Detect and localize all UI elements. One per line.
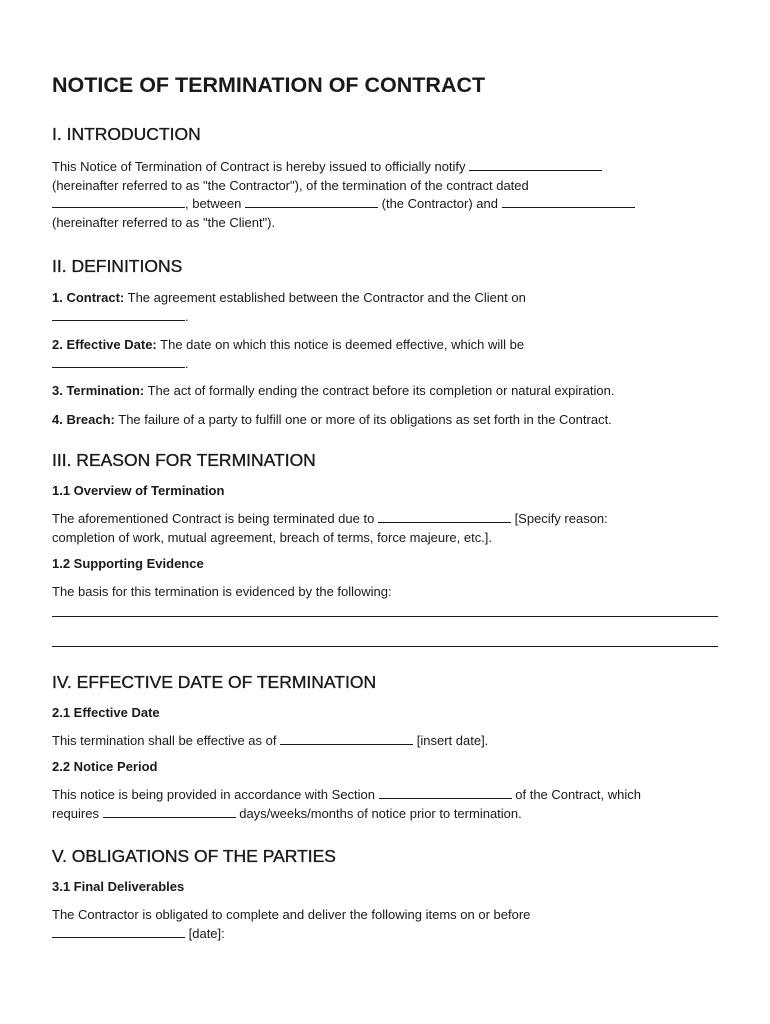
deliverables-paragraph [52, 906, 718, 943]
effective-text-1: This termination shall be effective as of [52, 732, 277, 748]
subsection-deliverables-heading: 3.1 Final Deliverables [52, 879, 185, 894]
reason-text-3: completion of work, mutual agreement, breach of terms, force majeure, etc.]. [52, 529, 493, 545]
reason-paragraph [52, 510, 718, 547]
intro-text-3: , between [185, 196, 242, 211]
section-definitions-heading: II. DEFINITIONS [52, 256, 183, 276]
notice-period-paragraph [52, 786, 718, 823]
notice-text-1: This notice is being provided in accordance with Section [52, 787, 376, 802]
notice-text-2: of the Contract, which [515, 787, 641, 802]
deliverables-text-2: [date]: [188, 925, 225, 941]
evidence-line-1[interactable] [52, 616, 718, 617]
definition-text: The agreement established between the Contractor and the Client on [127, 290, 526, 305]
definition-item-termination [52, 382, 718, 401]
subsection-effective-date-heading: 2.1 Effective Date [52, 704, 160, 720]
termination-date-blank[interactable] [280, 733, 413, 745]
definition-text: The act of formally ending the contract before its completion or natural expiration. [147, 383, 615, 398]
notice-duration-blank[interactable] [103, 806, 236, 818]
definition-item-breach [52, 411, 718, 430]
definition-term: 2. Effective Date: [52, 337, 157, 352]
section-obligations-heading: V. OBLIGATIONS OF THE PARTIES [52, 846, 336, 866]
contractor-party-blank[interactable] [245, 196, 378, 208]
notice-text-4: days/weeks/months of notice prior to termination. [239, 805, 522, 821]
intro-text-1: This Notice of Termination of Contract is hereby issued to officially notify [52, 159, 466, 174]
intro-text-2: (hereinafter referred to as "the Contractor"), of the termination of the contract dated [52, 177, 529, 193]
definition-text: The date on which this notice is deemed effective, which will be [160, 337, 525, 352]
evidence-text: The basis for this termination is evidenced by the following: [52, 584, 392, 599]
section-introduction-heading: I. INTRODUCTION [52, 124, 201, 144]
subsection-notice-period-heading: 2.2 Notice Period [52, 759, 158, 774]
intro-text-4: (the Contractor) and [381, 196, 498, 211]
definition-item-effective-date [52, 336, 718, 373]
deliverables-text-1: The Contractor is obligated to complete and deliver the following items on or before [52, 907, 531, 922]
period: . [185, 308, 189, 324]
definition-term: 1. Contract: [52, 290, 125, 305]
definition-term: 3. Termination: [52, 383, 145, 398]
intro-text-5: (hereinafter referred to as "the Client"). [52, 214, 276, 230]
contract-date-blank[interactable] [52, 196, 185, 208]
section-number-blank[interactable] [379, 787, 512, 799]
deliverables-date-blank[interactable] [52, 926, 185, 938]
subsection-evidence-heading: 1.2 Supporting Evidence [52, 556, 204, 571]
evidence-line-2[interactable] [52, 646, 718, 647]
section-reason-heading: III. REASON FOR TERMINATION [52, 450, 316, 470]
termination-reason-blank[interactable] [378, 511, 511, 523]
document-title: NOTICE OF TERMINATION OF CONTRACT [52, 73, 486, 97]
section-effective-date-heading: IV. EFFECTIVE DATE OF TERMINATION [52, 671, 377, 692]
subsection-overview-heading: 1.1 Overview of Termination [52, 483, 225, 498]
effective-date-paragraph [52, 732, 718, 751]
contract-established-date-blank[interactable] [52, 309, 185, 321]
contractor-name-blank[interactable] [469, 159, 602, 171]
definition-text: The failure of a party to fulfill one or more of its obligations as set forth in the Contract. [118, 411, 612, 427]
definition-item-contract [52, 289, 718, 326]
notice-text-3: requires [52, 805, 99, 821]
period: . [185, 355, 189, 371]
effective-text-2: [insert date]. [416, 732, 489, 748]
reason-text-1: The aforementioned Contract is being terminated due to [52, 511, 375, 526]
effective-date-blank[interactable] [52, 356, 185, 368]
definition-term: 4. Breach: [52, 411, 115, 427]
intro-paragraph [52, 158, 718, 232]
reason-text-2: [Specify reason: [514, 511, 608, 526]
client-party-blank[interactable] [502, 196, 635, 208]
